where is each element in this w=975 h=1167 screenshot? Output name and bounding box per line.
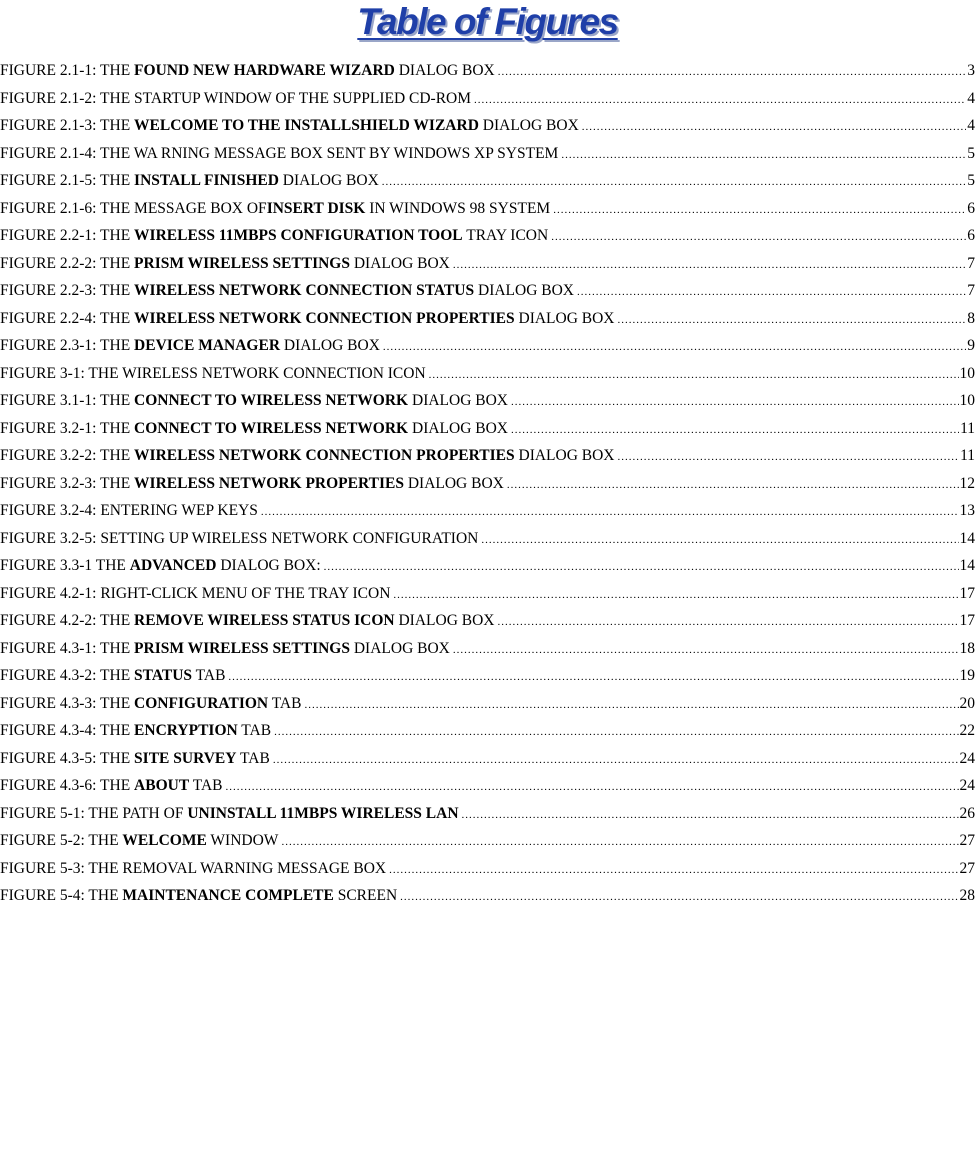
toc-entry-text: FIGURE 2.2-1: THE (0, 227, 135, 244)
dot-leader (261, 499, 959, 527)
dot-leader (274, 719, 958, 747)
toc-entry[interactable] (0, 772, 975, 800)
toc-entry-label (0, 277, 574, 305)
page-title: Table of Figures (357, 1, 618, 42)
table-of-figures-list (0, 57, 975, 910)
toc-entry[interactable] (0, 855, 975, 883)
toc-entry-text: FIGURE 2.2-3: THE (0, 282, 135, 299)
toc-entry-label (0, 525, 478, 553)
toc-entry-text: FIGURE 3.3-1 THE (0, 557, 130, 574)
toc-entry-page-number: 14 (959, 529, 975, 547)
toc-entry-bold-text: CONNECT TO WIRELESS NETWORK (134, 392, 409, 409)
toc-entry[interactable] (0, 470, 975, 498)
toc-entry-page-number: 17 (959, 584, 975, 602)
toc-entry-label (0, 827, 278, 855)
dot-leader (553, 197, 966, 225)
toc-entry-page-number: 8 (967, 309, 975, 327)
toc-entry[interactable] (0, 415, 975, 443)
toc-entry[interactable] (0, 85, 975, 113)
dot-leader (618, 444, 960, 472)
toc-entry-text: FIGURE 2.1-6: THE MESSAGE BOX OF (0, 199, 267, 217)
dot-leader (481, 527, 958, 555)
dot-leader (511, 389, 958, 417)
toc-entry-text: DIALOG BOX (514, 447, 615, 464)
toc-entry-bold-text: REMOVE WIRELESS STATUS ICON (134, 612, 395, 629)
toc-entry-text: TAB (236, 749, 270, 767)
dot-leader (453, 637, 959, 665)
toc-entry-page-number: 11 (960, 447, 975, 464)
toc-entry-page-number: 6 (967, 199, 975, 217)
toc-entry-text: FIGURE 3.2-3: THE (0, 474, 135, 492)
toc-entry-bold-text: ABOUT (134, 777, 190, 794)
dot-leader (228, 664, 958, 692)
dot-leader (324, 554, 959, 582)
toc-entry-text: IN WINDOWS 98 SYSTEM (365, 199, 551, 217)
toc-entry-page-number: 3 (967, 62, 975, 79)
toc-entry-page-number: 14 (959, 557, 975, 574)
toc-entry-label (0, 497, 258, 525)
toc-entry-bold-text: PRISM WIRELESS SETTINGS (134, 639, 350, 657)
toc-entry-bold-text: STATUS (134, 667, 193, 684)
dot-leader (382, 169, 966, 197)
toc-entry-bold-text: SITE SURVEY (134, 749, 237, 767)
toc-entry-text: DIALOG BOX (514, 309, 615, 327)
toc-entry-bold-text: ADVANCED (129, 557, 217, 574)
toc-entry-label (0, 690, 301, 718)
dot-leader (393, 582, 958, 610)
toc-entry-page-number: 4 (967, 89, 975, 107)
dot-leader (577, 279, 966, 307)
toc-entry-label (0, 167, 379, 195)
toc-entry-text: DIALOG BOX (403, 474, 504, 492)
toc-entry-text: DIALOG BOX (394, 62, 495, 79)
toc-entry-page-number: 6 (967, 227, 975, 244)
toc-entry-bold-text: WIRELESS NETWORK CONNECTION PROPERTIES (134, 447, 515, 464)
toc-entry-label (0, 800, 459, 828)
toc-entry-bold-text: UNINSTALL 11MBPS WIRELESS LAN (187, 804, 459, 822)
toc-entry[interactable] (0, 305, 975, 333)
toc-entry-page-number: 10 (959, 392, 975, 409)
toc-entry-page-number: 4 (967, 117, 975, 134)
toc-entry-text: TAB (268, 694, 302, 712)
toc-entry-text: FIGURE 4.3-1: THE (0, 639, 135, 657)
toc-entry-text: FIGURE 4.3-5: THE (0, 749, 135, 767)
toc-entry-bold-text: FOUND NEW HARDWARE WIZARD (134, 62, 395, 79)
toc-entry-text: FIGURE 2.1-1: THE (0, 62, 135, 79)
toc-entry[interactable] (0, 57, 975, 85)
toc-entry-page-number: 28 (959, 887, 975, 904)
toc-entry[interactable] (0, 635, 975, 663)
toc-entry[interactable] (0, 250, 975, 278)
toc-entry-page-number: 10 (959, 364, 975, 382)
toc-entry-label (0, 57, 495, 85)
toc-entry[interactable] (0, 112, 975, 140)
toc-entry[interactable] (0, 882, 975, 910)
toc-entry-label (0, 552, 321, 580)
toc-entry-text: FIGURE 4.3-6: THE (0, 777, 135, 794)
toc-entry-label (0, 580, 390, 608)
dot-leader (618, 307, 967, 335)
toc-entry-text: FIGURE 3.1-1: THE (0, 392, 135, 409)
toc-entry-text: DIALOG BOX (408, 392, 509, 409)
toc-entry-label (0, 662, 225, 690)
toc-entry-bold-text: WIRELESS 11MBPS CONFIGURATION TOOL (134, 227, 463, 244)
toc-entry-text: DIALOG BOX (394, 612, 495, 629)
toc-entry-page-number: 24 (959, 777, 975, 794)
toc-entry-text: FIGURE 5-1: THE PATH OF (0, 804, 188, 822)
toc-entry[interactable] (0, 140, 975, 168)
toc-entry-text: FIGURE 4.2-1: RIGHT-CLICK MENU OF THE TRAY ICON (0, 584, 391, 602)
toc-entry-text: WINDOW (206, 832, 279, 849)
toc-entry[interactable] (0, 277, 975, 305)
toc-entry-text: FIGURE 2.1-5: THE (0, 172, 135, 189)
toc-entry-text: TRAY ICON (462, 227, 549, 244)
toc-entry-label (0, 772, 223, 800)
toc-entry[interactable] (0, 607, 975, 635)
toc-entry[interactable] (0, 662, 975, 690)
dot-leader (462, 802, 959, 830)
toc-entry-text: DIALOG BOX (349, 254, 450, 272)
dot-leader (561, 142, 966, 170)
toc-entry-text: DIALOG BOX (478, 117, 579, 134)
dot-leader (507, 472, 959, 500)
dot-leader (400, 884, 958, 912)
toc-entry-text: FIGURE 2.2-4: THE (0, 309, 135, 327)
toc-entry-page-number: 24 (959, 749, 975, 767)
toc-entry-text: FIGURE 3.2-4: ENTERING WEP KEYS (0, 502, 258, 519)
dot-leader (474, 87, 966, 115)
toc-entry-bold-text: INSERT DISK (266, 199, 366, 217)
toc-entry-page-number: 9 (967, 337, 975, 354)
toc-entry-label (0, 470, 504, 498)
toc-entry-label (0, 607, 495, 635)
toc-entry-text: DIALOG BOX: (216, 557, 321, 574)
toc-entry-bold-text: WELCOME TO THE INSTALLSHIELD WIZARD (134, 117, 479, 134)
toc-entry-bold-text: PRISM WIRELESS SETTINGS (134, 254, 350, 272)
toc-entry-label (0, 745, 270, 773)
dot-leader (498, 59, 967, 87)
toc-entry-label (0, 222, 548, 250)
toc-entry-page-number: 5 (967, 144, 975, 162)
toc-entry-text: FIGURE 4.3-4: THE (0, 722, 135, 739)
toc-entry-text: FIGURE 5-2: THE (0, 832, 123, 849)
toc-entry[interactable] (0, 690, 975, 718)
toc-entry-text: FIGURE 5-4: THE (0, 887, 123, 904)
toc-entry[interactable] (0, 525, 975, 553)
toc-entry-label (0, 882, 397, 910)
dot-leader (582, 114, 966, 142)
toc-entry-label (0, 140, 558, 168)
toc-entry[interactable] (0, 552, 975, 580)
toc-entry[interactable] (0, 360, 975, 388)
toc-entry[interactable] (0, 332, 975, 360)
toc-entry-label (0, 442, 615, 470)
dot-leader (551, 224, 966, 252)
dot-leader (453, 252, 966, 280)
toc-entry-bold-text: CONNECT TO WIRELESS NETWORK (134, 419, 409, 437)
toc-entry-bold-text: WIRELESS NETWORK CONNECTION PROPERTIES (134, 309, 515, 327)
toc-entry-page-number: 27 (959, 859, 975, 877)
toc-entry-page-number: 27 (959, 832, 975, 849)
dot-leader (511, 417, 959, 445)
toc-entry-text: FIGURE 4.3-3: THE (0, 694, 135, 712)
dot-leader (273, 747, 959, 775)
toc-entry-page-number: 13 (959, 502, 975, 519)
toc-entry[interactable] (0, 717, 975, 745)
toc-entry-label (0, 415, 508, 443)
toc-entry-text: DIALOG BOX (280, 337, 380, 354)
toc-entry-text: FIGURE 5-3: THE REMOVAL WARNING MESSAGE BOX (0, 859, 387, 877)
toc-entry-bold-text: CONFIGURATION (134, 694, 269, 712)
toc-entry-page-number: 5 (967, 172, 975, 189)
toc-entry-page-number: 20 (959, 694, 975, 712)
toc-entry[interactable] (0, 580, 975, 608)
toc-entry-bold-text: DEVICE MANAGER (134, 337, 281, 354)
toc-entry-text: FIGURE 3-1: THE WIRELESS NETWORK CONNECTION ICON (0, 364, 426, 382)
toc-entry-text: FIGURE 2.1-3: THE (0, 117, 135, 134)
dot-leader (304, 692, 958, 720)
toc-entry-label (0, 360, 426, 388)
toc-entry-label (0, 250, 450, 278)
toc-entry-text: FIGURE 4.2-2: THE (0, 612, 135, 629)
dot-leader (389, 857, 958, 885)
toc-entry-bold-text: WIRELESS NETWORK CONNECTION STATUS (134, 282, 475, 299)
toc-entry-bold-text: MAINTENANCE COMPLETE (122, 887, 334, 904)
dot-leader (281, 829, 958, 857)
toc-entry[interactable] (0, 195, 975, 223)
toc-entry[interactable] (0, 167, 975, 195)
toc-entry-page-number: 22 (959, 722, 975, 739)
toc-entry[interactable] (0, 827, 975, 855)
toc-entry-text: FIGURE 4.3-2: THE (0, 667, 135, 684)
toc-entry-text: FIGURE 3.2-2: THE (0, 447, 135, 464)
toc-entry-label (0, 85, 471, 113)
dot-leader (226, 774, 959, 802)
toc-entry-text: FIGURE 2.1-4: THE WA RNING MESSAGE BOX SENT BY WINDOWS XP SYSTEM (0, 144, 559, 162)
toc-entry-text: DIALOG BOX (278, 172, 379, 189)
toc-entry-label (0, 332, 380, 360)
toc-entry-label (0, 717, 271, 745)
toc-entry-bold-text: WIRELESS NETWORK PROPERTIES (134, 474, 404, 492)
toc-entry[interactable] (0, 222, 975, 250)
toc-entry-text: SCREEN (333, 887, 398, 904)
toc-entry-text: TAB (237, 722, 272, 739)
toc-entry-text: FIGURE 2.2-2: THE (0, 254, 135, 272)
dot-leader (383, 334, 966, 362)
toc-entry[interactable] (0, 387, 975, 415)
toc-entry-label (0, 112, 579, 140)
toc-entry-text: TAB (189, 777, 223, 794)
toc-entry-text: DIALOG BOX (408, 419, 509, 437)
dot-leader (498, 609, 959, 637)
toc-entry-label (0, 855, 386, 883)
toc-entry-text: TAB (192, 667, 226, 684)
toc-entry-label (0, 387, 508, 415)
toc-entry-label (0, 195, 550, 223)
toc-entry[interactable] (0, 497, 975, 525)
toc-entry-page-number: 17 (959, 612, 975, 629)
toc-entry-text: FIGURE 3.2-5: SETTING UP WIRELESS NETWORK CONFIGURATION (0, 529, 479, 547)
toc-entry-page-number: 26 (959, 804, 975, 822)
toc-entry-text: DIALOG BOX (474, 282, 575, 299)
toc-entry-text: FIGURE 3.2-1: THE (0, 419, 135, 437)
toc-entry-text: FIGURE 2.3-1: THE (0, 337, 135, 354)
toc-entry-label (0, 635, 450, 663)
toc-entry-page-number: 12 (959, 474, 975, 492)
toc-entry-bold-text: ENCRYPTION (134, 722, 238, 739)
toc-entry-page-number: 11 (960, 419, 975, 437)
dot-leader (429, 362, 959, 390)
toc-entry[interactable] (0, 800, 975, 828)
toc-entry[interactable] (0, 442, 975, 470)
toc-entry-bold-text: INSTALL FINISHED (134, 172, 279, 189)
toc-entry[interactable] (0, 745, 975, 773)
toc-entry-page-number: 7 (967, 254, 975, 272)
toc-entry-label (0, 305, 615, 333)
toc-entry-page-number: 19 (959, 667, 975, 684)
toc-entry-page-number: 7 (967, 282, 975, 299)
toc-entry-page-number: 18 (959, 639, 975, 657)
toc-entry-text: FIGURE 2.1-2: THE STARTUP WINDOW OF THE SUPPLIED CD-ROM (0, 89, 472, 107)
toc-entry-bold-text: WELCOME (122, 832, 207, 849)
toc-entry-text: DIALOG BOX (349, 639, 450, 657)
